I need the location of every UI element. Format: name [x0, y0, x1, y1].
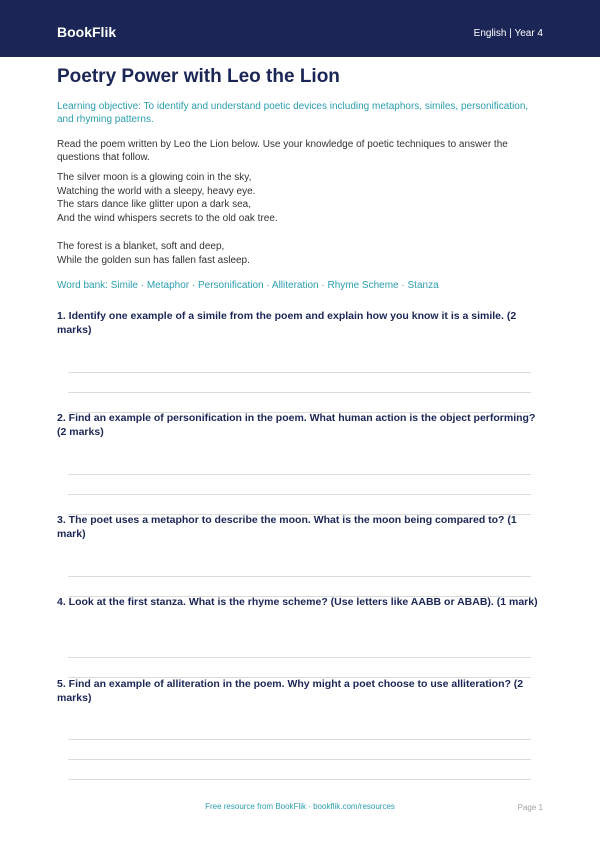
answer-line[interactable]	[68, 759, 531, 760]
poem-line: And the wind whispers secrets to the old oak tree.	[57, 212, 278, 224]
header-bar	[0, 0, 600, 57]
question-4: 4. Look at the first stanza. What is the rhyme scheme? (Use letters like AABB or ABAB). (1 mark)	[57, 596, 538, 608]
poem-line: The silver moon is a glowing coin in the sky,	[57, 172, 252, 183]
poem-line: While the golden sun has fallen fast asleep.	[57, 254, 250, 266]
page-title: Poetry Power with Leo the Lion	[57, 66, 340, 87]
answer-line[interactable]	[68, 494, 531, 495]
poem-stanza-2	[57, 240, 250, 267]
answer-line[interactable]	[68, 392, 531, 393]
answer-line[interactable]	[68, 474, 531, 475]
answer-line[interactable]	[68, 576, 531, 577]
poem-line: The forest is a blanket, soft and deep,	[57, 241, 225, 252]
answer-line[interactable]	[68, 739, 531, 740]
page-number: Page 1	[517, 803, 543, 812]
answer-line[interactable]	[68, 657, 531, 658]
question-2: 2. Find an example of personification in the poem. What human action is the object performing? (2 marks)	[57, 412, 536, 438]
answer-line[interactable]	[68, 372, 531, 373]
learning-objective: Learning objective: To identify and understand poetic devices including metaphors, similes, personification, and rhyming patterns.	[57, 101, 529, 125]
subject-year-label: English | Year 4	[473, 28, 543, 39]
brand-logo-text[interactable]: BookFlik	[57, 24, 117, 40]
question-1: 1. Identify one example of a simile from the poem and explain how you know it is a simile. (2 marks)	[57, 310, 517, 336]
intro-text: Read the poem written by Leo the Lion below. Use your knowledge of poetic techniques to answer the questions that follow.	[57, 139, 508, 163]
poem-stanza-1	[57, 171, 278, 225]
answer-line[interactable]	[68, 779, 531, 780]
word-bank: Word bank: Simile · Metaphor · Personification · Alliteration · Rhyme Scheme · Stanza	[57, 280, 439, 291]
poem-line: The stars dance like glitter upon a dark sea,	[57, 199, 251, 210]
question-5: 5. Find an example of alliteration in the poem. Why might a poet choose to use alliteration? (2 marks)	[57, 678, 524, 704]
poem-line: Watching the world with a sleepy, heavy eye.	[57, 185, 256, 197]
question-3: 3. The poet uses a metaphor to describe the moon. What is the moon being compared to? (1 mark)	[57, 514, 517, 540]
footer-link[interactable]: Free resource from BookFlik · bookflik.com/resources	[205, 802, 395, 811]
